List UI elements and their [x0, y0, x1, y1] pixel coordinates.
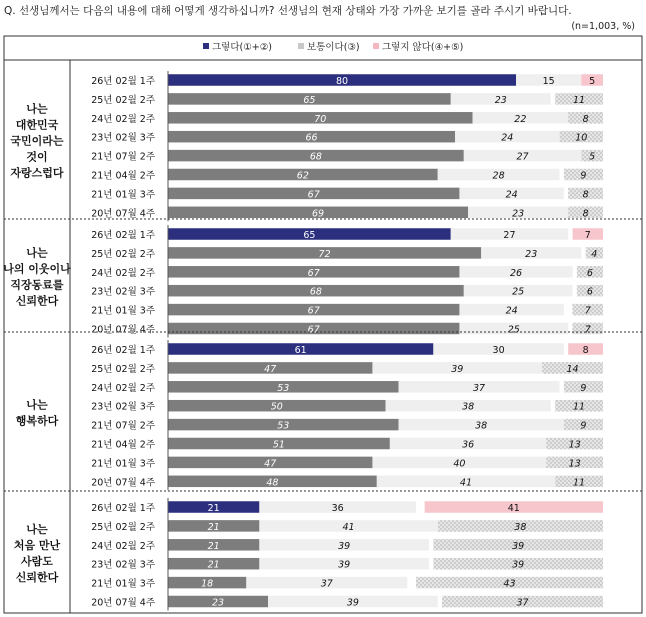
agree-value-label: 53 [277, 420, 290, 432]
category-label: 21년 01월 3주 [91, 458, 155, 470]
disagree-value-label: 8 [582, 189, 589, 201]
category-label: 23년 02월 3주 [91, 559, 155, 571]
panel-title-line: 것이 [26, 150, 48, 164]
agree-value-label: 70 [314, 113, 327, 125]
disagree-value-label: 5 [589, 76, 596, 87]
category-label: 24년 02월 2주 [91, 382, 155, 394]
agree-value-label: 47 [264, 363, 277, 375]
agree-value-label: 53 [277, 382, 290, 394]
neutral-value-label: 36 [462, 439, 475, 451]
agree-value-label: 21 [207, 540, 220, 552]
neutral-value-label: 23 [525, 248, 538, 260]
panel-title-line: 나는 [26, 102, 48, 116]
category-label: 21년 01월 3주 [91, 189, 155, 201]
legend-swatch [373, 43, 379, 49]
category-label: 20년 07월 4주 [91, 477, 155, 489]
neutral-value-label: 38 [475, 420, 488, 432]
panel-title-line: 대한민국 [15, 118, 59, 132]
category-label: 24년 02월 2주 [91, 267, 155, 279]
disagree-value-label: 41 [507, 503, 520, 514]
neutral-value-label: 28 [492, 170, 505, 182]
disagree-value-label: 38 [514, 521, 527, 533]
neutral-value-label: 41 [459, 477, 473, 489]
category-label: 23년 02월 3주 [91, 286, 155, 298]
panel-title-line: 나의 이웃이나 [3, 262, 71, 276]
disagree-value-label: 43 [503, 578, 516, 590]
disagree-value-label: 6 [586, 267, 593, 279]
panel-title-line: 신뢰한다 [15, 571, 59, 584]
disagree-value-label: 4 [591, 248, 598, 260]
disagree-value-label: 11 [573, 401, 586, 413]
neutral-value-label: 22 [514, 113, 527, 125]
panel-title-line: 나는 [26, 398, 48, 412]
agree-value-label: 68 [309, 151, 322, 163]
category-label: 24년 02월 2주 [91, 540, 155, 552]
neutral-value-label: 39 [346, 597, 359, 609]
agree-value-label: 61 [294, 345, 307, 356]
panel-title-line: 국민이라는 [10, 134, 64, 148]
disagree-value-label: 5 [589, 151, 596, 163]
agree-value-label: 80 [335, 76, 349, 87]
category-label: 23년 02월 3주 [91, 401, 155, 413]
agree-value-label: 62 [296, 170, 309, 182]
legend-swatch [298, 43, 304, 49]
neutral-value-label: 37 [320, 578, 333, 590]
panel-title-line: 행복하다 [15, 414, 59, 428]
neutral-value-label: 24 [501, 132, 514, 144]
panel-title-line: 나는 [26, 246, 48, 260]
category-label: 25년 02월 2주 [91, 521, 155, 533]
agree-value-label: 23 [211, 597, 225, 609]
disagree-value-label: 8 [582, 345, 589, 356]
agree-value-label: 21 [207, 503, 220, 514]
neutral-value-label: 23 [512, 208, 525, 220]
agree-value-label: 51 [272, 439, 285, 451]
disagree-value-label: 13 [568, 458, 581, 470]
panel-title-line: 자랑스럽다 [10, 166, 64, 180]
disagree-value-label: 9 [580, 420, 587, 432]
panel-title-line: 사람도 [21, 555, 53, 568]
panel-title-line: 직장동료를 [10, 278, 64, 292]
neutral-value-label: 40 [453, 458, 466, 470]
agree-value-label: 67 [307, 189, 320, 201]
category-label: 26년 02월 1주 [91, 503, 155, 514]
disagree-value-label: 6 [586, 286, 593, 298]
category-label: 20년 07월 4주 [91, 324, 155, 336]
neutral-value-label: 15 [542, 76, 555, 87]
disagree-value-label: 8 [582, 208, 589, 220]
neutral-value-label: 25 [507, 324, 520, 336]
category-label: 26년 02월 1주 [91, 345, 155, 356]
neutral-value-label: 23 [494, 94, 507, 106]
category-label: 20년 07월 4주 [91, 208, 155, 220]
disagree-value-label: 39 [512, 540, 525, 552]
disagree-value-label: 39 [512, 559, 525, 571]
agree-value-label: 65 [303, 94, 316, 106]
category-label: 25년 02월 2주 [91, 94, 155, 106]
agree-value-label: 67 [307, 267, 320, 279]
disagree-value-label: 7 [584, 305, 591, 317]
category-label: 25년 02월 2주 [91, 248, 155, 260]
neutral-value-label: 36 [331, 503, 344, 514]
neutral-value-label: 41 [342, 521, 355, 533]
category-label: 21년 04월 2주 [91, 439, 155, 451]
category-label: 26년 02월 1주 [91, 230, 155, 241]
disagree-value-label: 7 [584, 324, 591, 336]
disagree-value-label: 10 [575, 132, 588, 144]
disagree-value-label: 11 [573, 94, 586, 106]
neutral-value-label: 25 [512, 286, 525, 298]
category-label: 26년 02월 1주 [91, 76, 155, 87]
category-label: 25년 02월 2주 [91, 363, 155, 375]
disagree-value-label: 7 [584, 230, 591, 241]
category-label: 20년 07월 4주 [91, 597, 155, 609]
agree-value-label: 69 [312, 208, 325, 220]
neutral-value-label: 27 [503, 230, 516, 241]
agree-value-label: 65 [303, 230, 316, 241]
category-label: 21년 04월 2주 [91, 170, 155, 182]
panel-title-line: 나는 [26, 523, 48, 536]
agree-value-label: 66 [305, 132, 318, 144]
agree-value-label: 18 [201, 578, 214, 590]
legend-label: 그렇지 않다(④+⑤) [382, 42, 464, 53]
agree-value-label: 21 [207, 521, 220, 533]
category-label: 21년 01월 3주 [91, 578, 155, 590]
category-label: 21년 07월 2주 [91, 420, 155, 432]
disagree-value-label: 13 [568, 439, 581, 451]
category-label: 21년 01월 3주 [91, 305, 155, 317]
neutral-value-label: 30 [492, 345, 505, 356]
neutral-value-label: 39 [451, 363, 464, 375]
category-label: 23년 02월 3주 [91, 132, 155, 144]
legend-label: 그렇다(①+②) [212, 42, 272, 53]
disagree-value-label: 9 [580, 382, 587, 394]
sample-note: (n=1,003, %) [571, 21, 635, 32]
category-label: 24년 02월 2주 [91, 113, 155, 125]
question-text: Q. 선생님께서는 다음의 내용에 대해 어떻게 생각하십니까? 선생님의 현재 상태와 가장 가까운 보기를 골라 주시기 바랍니다. [4, 5, 572, 17]
disagree-value-label: 37 [516, 597, 529, 609]
panel-title-line: 신뢰한다 [15, 294, 59, 308]
category-label: 21년 07월 2주 [91, 151, 155, 163]
agree-value-label: 47 [264, 458, 277, 470]
legend-label: 보통이다(③) [307, 42, 360, 53]
agree-value-label: 21 [207, 559, 220, 571]
neutral-value-label: 26 [509, 267, 523, 279]
agree-value-label: 48 [266, 477, 279, 489]
agree-value-label: 72 [318, 248, 331, 260]
neutral-value-label: 24 [505, 305, 518, 317]
neutral-value-label: 39 [338, 540, 351, 552]
neutral-value-label: 38 [462, 401, 475, 413]
agree-value-label: 67 [307, 324, 320, 336]
disagree-value-label: 8 [582, 113, 589, 125]
neutral-value-label: 39 [338, 559, 351, 571]
legend-swatch [203, 43, 209, 49]
neutral-value-label: 24 [505, 189, 518, 201]
neutral-value-label: 37 [472, 382, 486, 394]
disagree-value-label: 9 [580, 170, 587, 182]
panel-title-line: 처음 만난 [13, 539, 61, 552]
neutral-value-label: 27 [516, 151, 529, 163]
disagree-value-label: 11 [573, 477, 586, 489]
agree-value-label: 68 [309, 286, 322, 298]
agree-value-label: 67 [307, 305, 320, 317]
disagree-value-label: 14 [566, 363, 579, 375]
agree-value-label: 50 [270, 401, 283, 413]
